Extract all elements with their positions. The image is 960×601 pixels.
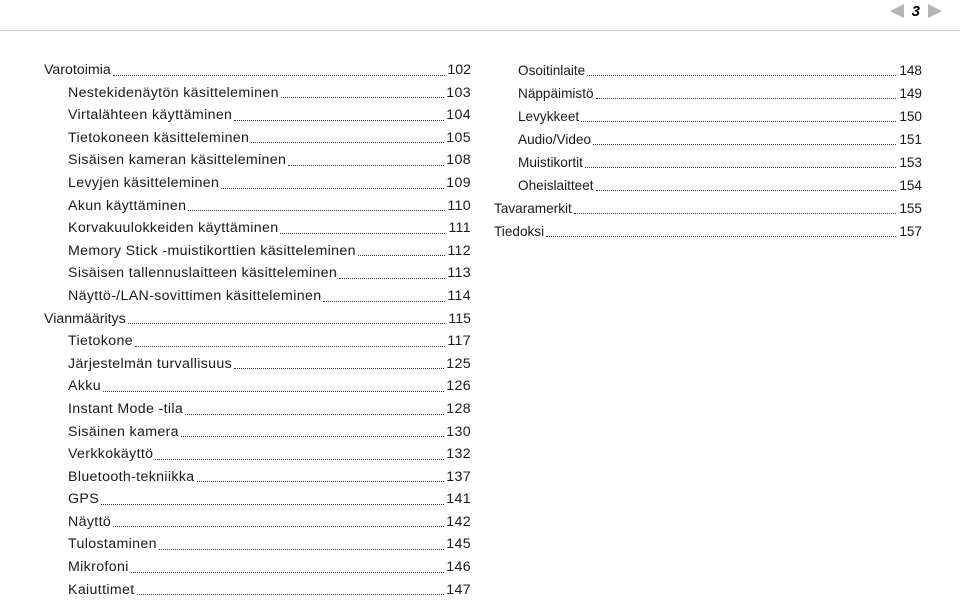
dot-leader bbox=[135, 345, 445, 347]
toc-entry-label: Vianmääritys bbox=[44, 310, 126, 327]
toc-entry-label: Audio/Video bbox=[518, 132, 592, 147]
toc-entry-page: 155 bbox=[899, 201, 922, 216]
dot-leader bbox=[101, 503, 444, 505]
toc-entry-page: 102 bbox=[447, 62, 471, 78]
toc-entry[interactable] bbox=[44, 172, 471, 195]
dot-leader bbox=[280, 232, 445, 234]
toc-entry-page: 115 bbox=[448, 310, 471, 327]
arrow-left-icon[interactable] bbox=[890, 4, 904, 18]
dot-leader bbox=[587, 74, 896, 76]
toc-entry-label: Bluetooth-tekniikka bbox=[68, 468, 195, 485]
toc-column-left bbox=[44, 59, 471, 601]
toc-entry-page: 150 bbox=[899, 109, 922, 124]
toc-entry[interactable] bbox=[44, 127, 471, 150]
toc-entry-page: 111 bbox=[448, 220, 471, 237]
toc-entry-label: Järjestelmän turvallisuus bbox=[68, 355, 233, 372]
dot-leader bbox=[221, 187, 444, 189]
toc-entry[interactable] bbox=[494, 151, 922, 174]
toc-entry-page: 149 bbox=[899, 86, 922, 101]
toc-entry-label: Virtalähteen käyttäminen bbox=[68, 107, 233, 124]
toc-entry-label: Memory Stick -muistikorttien käsitteleminen bbox=[68, 242, 356, 259]
toc-entry[interactable] bbox=[494, 82, 922, 105]
toc-entry[interactable] bbox=[44, 104, 471, 127]
toc-entry-label: Varotoimia bbox=[44, 62, 111, 78]
dot-leader bbox=[339, 277, 445, 279]
dot-leader bbox=[197, 480, 445, 482]
dot-leader bbox=[251, 141, 444, 143]
toc-entry[interactable] bbox=[494, 197, 922, 220]
toc-entry[interactable] bbox=[44, 398, 471, 421]
toc-column-right bbox=[494, 59, 922, 243]
toc-entry-page: 148 bbox=[899, 63, 922, 78]
toc-entry-page: 130 bbox=[446, 423, 471, 440]
dot-leader bbox=[131, 571, 445, 573]
toc-entry-label: Kaiuttimet bbox=[68, 581, 135, 598]
toc-entry-label: Verkkokäyttö bbox=[68, 446, 154, 463]
page-navigation bbox=[890, 0, 942, 22]
toc-entry[interactable] bbox=[494, 220, 922, 243]
toc-entry[interactable] bbox=[44, 262, 471, 285]
toc-entry-page: 109 bbox=[446, 174, 471, 191]
toc-entry[interactable] bbox=[44, 59, 471, 82]
dot-leader bbox=[128, 322, 445, 324]
toc-entry[interactable] bbox=[44, 330, 471, 353]
dot-leader bbox=[596, 97, 896, 99]
toc-entry-label: Sisäisen tallennuslaitteen käsitteleminen bbox=[68, 265, 338, 282]
toc-entry[interactable] bbox=[44, 556, 471, 579]
toc-entry-label: Mikrofoni bbox=[68, 559, 129, 576]
toc-entry[interactable] bbox=[44, 375, 471, 398]
toc-entry-label: Sisäinen kamera bbox=[68, 423, 179, 440]
toc-entry[interactable] bbox=[44, 195, 471, 218]
toc-entry-page: 146 bbox=[446, 559, 471, 576]
toc-entry-page: 114 bbox=[447, 287, 471, 304]
dot-leader bbox=[185, 413, 444, 415]
dot-leader bbox=[358, 254, 445, 256]
header-divider bbox=[0, 30, 960, 31]
toc-entry[interactable] bbox=[494, 174, 922, 197]
toc-entry[interactable] bbox=[44, 488, 471, 511]
page-header bbox=[0, 0, 960, 30]
toc-entry[interactable] bbox=[44, 285, 471, 308]
toc-entry-label: Tietokone bbox=[68, 333, 133, 350]
toc-entry-page: 141 bbox=[446, 491, 471, 508]
toc-entry[interactable] bbox=[44, 149, 471, 172]
toc-entry-page: 128 bbox=[446, 400, 471, 417]
toc-entry-label: Levykkeet bbox=[518, 109, 580, 124]
toc-entry-label: Näyttö bbox=[68, 513, 112, 530]
toc-entry-label: Muistikortit bbox=[518, 155, 583, 170]
dot-leader bbox=[155, 458, 444, 460]
toc-entry-page: 151 bbox=[899, 132, 922, 147]
dot-leader bbox=[596, 189, 896, 191]
toc-entry-label: Instant Mode -tila bbox=[68, 400, 184, 417]
toc-entry-page: 117 bbox=[447, 333, 471, 350]
toc-entry-page: 112 bbox=[447, 242, 471, 259]
dot-leader bbox=[574, 212, 896, 214]
toc-entry-label: Akku bbox=[68, 378, 101, 395]
toc-entry-label: Näyttö-/LAN-sovittimen käsitteleminen bbox=[68, 287, 322, 304]
toc-entry-label: Tiedoksi bbox=[494, 224, 545, 239]
toc-entry-page: 126 bbox=[446, 378, 471, 395]
dot-leader bbox=[234, 367, 444, 369]
toc-entry-page: 110 bbox=[447, 197, 471, 214]
dot-leader bbox=[181, 435, 444, 437]
toc-entry-label: Nestekidenäytön käsitteleminen bbox=[68, 84, 279, 101]
toc-entry-page: 108 bbox=[446, 152, 471, 169]
dot-leader bbox=[188, 209, 445, 211]
toc-entry-label: Osoitinlaite bbox=[518, 63, 586, 78]
toc-entry[interactable] bbox=[44, 217, 471, 240]
toc-entry-page: 145 bbox=[446, 536, 471, 553]
dot-leader bbox=[581, 120, 896, 122]
toc-entry-label: Tavaramerkit bbox=[494, 201, 572, 216]
page-number: 3 bbox=[911, 2, 920, 20]
toc-entry-page: 157 bbox=[899, 224, 922, 239]
dot-leader bbox=[593, 143, 896, 145]
toc-entry-page: 142 bbox=[446, 513, 471, 530]
toc-entry-page: 132 bbox=[446, 446, 471, 463]
toc-entry[interactable] bbox=[44, 579, 471, 601]
toc-entry-page: 103 bbox=[446, 84, 471, 101]
toc-entry[interactable] bbox=[44, 511, 471, 534]
toc-entry-label: Näppäimistö bbox=[518, 86, 594, 101]
toc-entry-label: Sisäisen kameran käsitteleminen bbox=[68, 152, 287, 169]
toc-entry-page: 137 bbox=[446, 468, 471, 485]
toc-entry-page: 105 bbox=[446, 129, 471, 146]
toc-entry[interactable] bbox=[44, 82, 471, 105]
dot-leader bbox=[546, 235, 896, 237]
toc-entry[interactable] bbox=[44, 421, 471, 444]
toc-entry-page: 113 bbox=[447, 265, 471, 282]
dot-leader bbox=[159, 548, 444, 550]
toc-entry-label: GPS bbox=[68, 491, 100, 508]
dot-leader bbox=[103, 390, 444, 392]
dot-leader bbox=[323, 300, 445, 302]
toc-entry[interactable] bbox=[44, 308, 471, 331]
toc-entry-label: Akun käyttäminen bbox=[68, 197, 187, 214]
toc-entry-page: 104 bbox=[446, 107, 471, 124]
toc-entry[interactable] bbox=[44, 240, 471, 263]
arrow-right-icon[interactable] bbox=[928, 4, 942, 18]
toc-entry[interactable] bbox=[494, 105, 922, 128]
toc-entry-label: Levyjen käsitteleminen bbox=[68, 174, 220, 191]
toc-entry[interactable] bbox=[494, 128, 922, 151]
toc-entry[interactable] bbox=[44, 353, 471, 376]
toc-entry[interactable] bbox=[494, 59, 922, 82]
dot-leader bbox=[234, 119, 444, 121]
toc-entry[interactable] bbox=[44, 533, 471, 556]
toc-entry-page: 153 bbox=[899, 155, 922, 170]
toc-entry[interactable] bbox=[44, 443, 471, 466]
dot-leader bbox=[113, 74, 445, 76]
dot-leader bbox=[281, 96, 444, 98]
toc-entry-label: Oheislaitteet bbox=[518, 178, 594, 193]
toc-entry-label: Tietokoneen käsitteleminen bbox=[68, 129, 250, 146]
dot-leader bbox=[585, 166, 896, 168]
toc-entry-label: Korvakuulokkeiden käyttäminen bbox=[68, 220, 279, 237]
dot-leader bbox=[137, 593, 445, 595]
dot-leader bbox=[113, 525, 444, 527]
toc-entry-page: 147 bbox=[446, 581, 471, 598]
dot-leader bbox=[288, 164, 444, 166]
toc-entry[interactable] bbox=[44, 466, 471, 489]
toc-entry-label: Tulostaminen bbox=[68, 536, 157, 553]
toc-entry-page: 125 bbox=[446, 355, 471, 372]
toc-entry-page: 154 bbox=[899, 178, 922, 193]
